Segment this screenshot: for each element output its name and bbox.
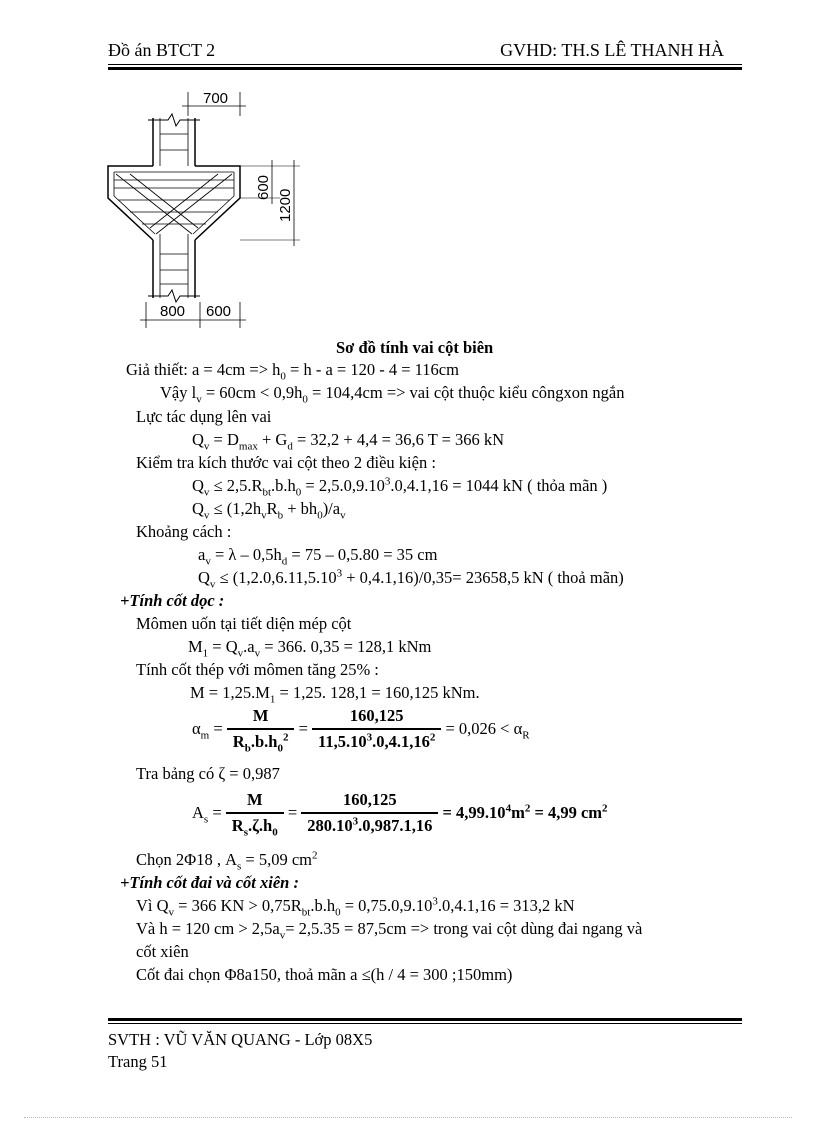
text-line-7: $Q_v \le (1,2h_vR_b + bh_0)/a_v$ [192,499,346,522]
dim-label-700: 700 [203,90,229,107]
dim-label-800: 800 [160,303,186,320]
section-heading-stirrups: +Tính cốt đai và cốt xiên : [120,873,299,892]
footer-rule-thick [108,1018,742,1021]
text-line-8: Khoảng cách : [136,522,232,541]
text-line-1: Giả thiết: $a = 4cm => h_0 = h - a = 120 - 4 = 116cm$ [126,360,459,383]
header-right: GVHD: TH.S LÊ THANH HÀ [500,40,724,60]
alpha-m-equation: $\alpha_m$ = $\frac{M}{R_b.b.h_0^2}$ = $\frac{160,125}{11,5.10^3.0,4.1,16^2}$ = $0,026 < \alpha_R$ [192,706,530,755]
text-line-10: $Q_v \le (1,2.0,6.11,5.10^3 + 0,4.1,16)/0,35= 23658,5$ kN ( thoả mãn) [198,567,624,591]
dim-label-600-horizontal: 600 [206,303,232,320]
text-line-6: $Q_v \le 2,5.R_{bt}.b.h_0 = 2,5.0,9.10^3.0,4.1,16 = 1044$ kN ( thỏa mãn ) [192,475,608,499]
text-line-16: Tra bảng có ζ = 0,987 [136,764,280,783]
text-line-9: $a_v = \lambda - 0,5h_d = 75 - 0,5.80 = 35$ cm [198,545,438,568]
text-line-3: Lực tác dụng lên vai [136,407,272,426]
header-rule-thin [108,64,742,65]
section-heading-longitudinal: +Tính cốt dọc : [120,591,225,610]
as-equation: $A_s$ = $\frac{M}{R_s.\zeta.h_0}$ = $\frac{160,125}{280.10^3.0,987.1,16}$ = $4,99.10^4m^2 = 4,99$ $cm^2$ [192,790,608,839]
text-line-5: Kiểm tra kích thước vai cột theo 2 điều kiện : [136,453,436,472]
text-line-4: $Q_v = D_{max} + G_d = 32,2 + 4,4 = 36,6$ T = 366 kN [192,430,505,453]
text-line-14: Tính cốt thép với mômen tăng 25% : [136,660,379,679]
text-line-20: Và h = 120 cm > $2,5a_v= 2,5.35 = 87,5cm$ => trong vai cột dùng đai ngang và [136,919,643,942]
text-line-2: Vậy $l_v = 60cm < 0,9h_0 = 104,4cm$ => vai cột thuộc kiểu côngxon ngắn [160,383,625,406]
corbel-diagram [100,88,330,328]
text-line-12: Mômen uốn tại tiết diện mép cột [136,614,352,633]
footer-page-number: Trang 51 [108,1052,168,1071]
header-rule-thick [108,67,742,70]
footer-rule-thin [108,1023,742,1024]
dim-label-600-vertical: 600 [255,174,272,200]
header-left: Đồ án BTCT 2 [108,40,216,60]
dim-label-1200-vertical: 1200 [277,188,294,222]
text-line-15: $M = 1,25.M_1 = 1,25$. 128,1 = 160,125 kNm. [190,683,480,706]
text-line-21: cốt xiên [136,942,189,961]
figure-caption: Sơ đồ tính vai cột biên [336,338,494,357]
page-edge-dots [24,1117,792,1118]
text-line-19: Vì $Q_v = 366$ KN > $0,75R_{bt}.b.h_0 = 0,75.0,9.10^3.0,4.1,16 = 313,2$ kN [136,895,575,919]
text-line-13: $M_1 = Q_v.a_v = 366$. 0,35 = 128,1 kNm [188,637,432,660]
text-line-17: Chọn 2Φ18 , $A_s = 5,09$ $cm^2$ [136,849,318,873]
text-line-22: Cốt đai chọn Φ8a150, thoả mãn a ≤(h / 4 = 300 ;150mm) [136,965,513,984]
footer-author: SVTH : VŨ VĂN QUANG - Lớp 08X5 [108,1030,373,1049]
